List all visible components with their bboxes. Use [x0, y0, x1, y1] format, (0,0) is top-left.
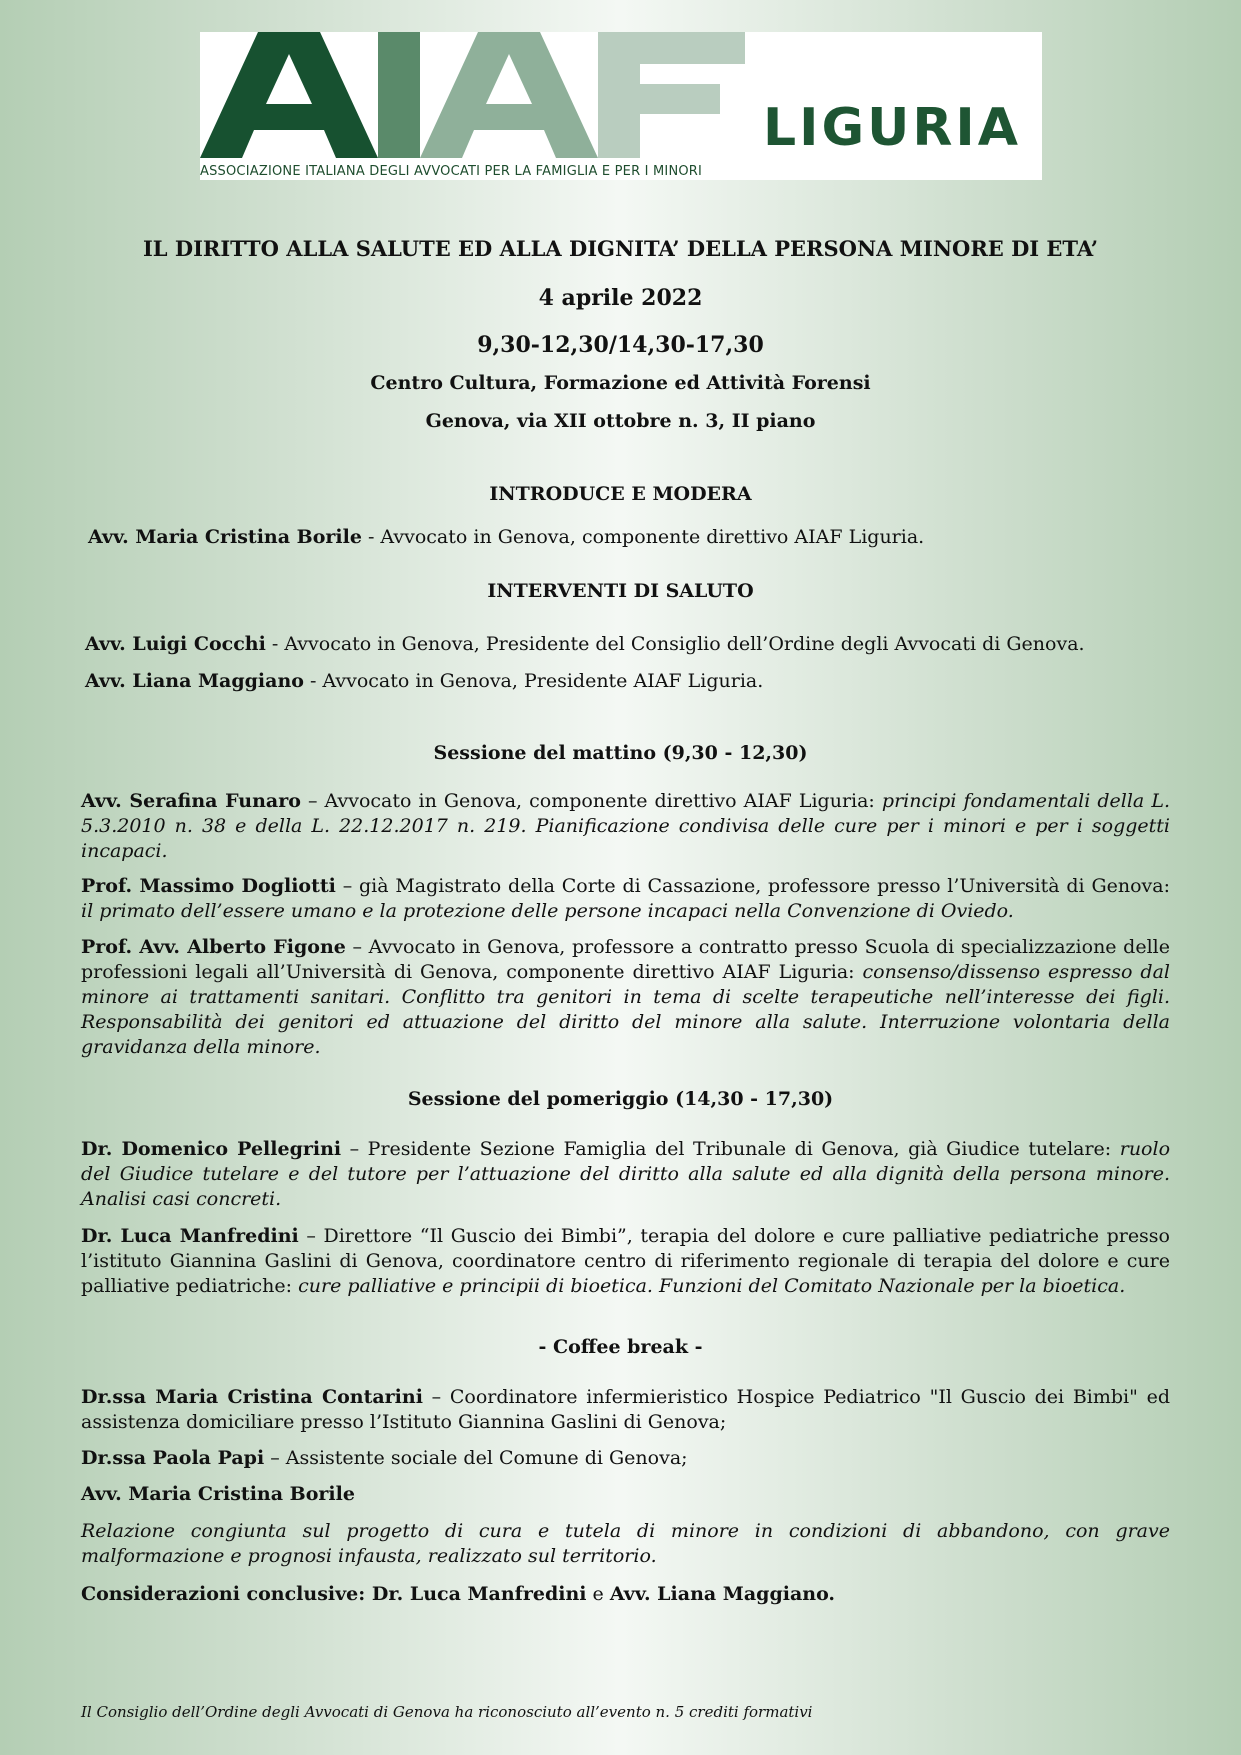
joint-report — [81, 1519, 1170, 1569]
logo-region: LIGURIA — [763, 98, 1022, 158]
speaker-name: Avv. Maria Cristina Borile — [88, 526, 362, 548]
speaker-name: Prof. Avv. Alberto Figone — [81, 936, 346, 958]
morning-talk — [81, 789, 1170, 864]
speaker-role: – Presidente Sezione Famiglia del Tribunale di Genova, già Giudice tutelare: — [341, 1138, 1120, 1160]
afternoon-talk — [81, 1446, 1170, 1471]
saluto-speaker — [85, 669, 763, 694]
speaker-name: Avv. Serafina Funaro — [81, 790, 301, 812]
speaker-role: - Avvocato in Genova, componente direttivo AIAF Liguria. — [361, 526, 925, 548]
event-time: 9,30-12,30/14,30-17,30 — [477, 332, 764, 358]
morning-talk — [81, 935, 1170, 1060]
speaker-name: Dr. Luca Manfredini — [81, 1225, 299, 1247]
talk-topic: ruolo del Giudice tutelare e del tutore per l’attuazione del diritto alla salute ed alla dignità della persona minore. Analisi casi concreti. — [81, 1138, 1171, 1210]
speaker-role: – Assistente sociale del Comune di Genova; — [264, 1447, 688, 1469]
closing-name: Avv. Liana Maggiano. — [609, 1583, 836, 1605]
speaker-name: Avv. Liana Maggiano — [85, 670, 304, 692]
saluto-speaker — [85, 632, 1085, 657]
speaker-name: Dr.ssa Paola Papi — [81, 1447, 265, 1469]
speaker-role: – Direttore “Il Guscio dei Bimbi”, terapia del dolore e cure palliative pediatriche presso l’istituto Giannina Gaslini di Genova, coordinatore centro di riferimento regionale di terapia del dolore e cure palliative pediatriche: — [81, 1225, 1170, 1297]
coffee-break: - Coffee break - — [538, 1336, 703, 1358]
morning-heading: Sessione del mattino (9,30 - 12,30) — [433, 742, 808, 764]
speaker-name: Avv. Maria Cristina Borile — [81, 1483, 355, 1505]
talk-topic: consenso/dissenso espresso dal minore ai trattamenti sanitari. Conflitto tra genitori in tema di scelte terapeutiche nell’interesse dei figli. Responsabilità dei genitori ed attuazione del diritto del minore alla salute. Interruzione volontaria della gravidanza della minore. — [81, 961, 1170, 1058]
afternoon-talk — [81, 1137, 1170, 1212]
speaker-role: – Coordinatore infermieristico Hospice Pediatrico "Il Guscio dei Bimbi" ed assistenza domiciliare presso l’Istituto Giannina Gaslini di Genova; — [81, 1386, 1170, 1433]
logo-subtitle: ASSOCIAZIONE ITALIANA DEGLI AVVOCATI PER LA FAMIGLIA E PER I MINORI — [200, 164, 703, 179]
aiaf-logo — [200, 32, 1042, 180]
closing-remarks — [81, 1582, 1170, 1607]
talk-topic: il primato dell’essere umano e la protezione delle persone incapaci nella Convenzione di Oviedo. — [81, 900, 1014, 922]
afternoon-talk — [81, 1224, 1170, 1299]
aiaf-letters-graphic — [200, 32, 760, 167]
speaker-role: - Avvocato in Genova, Presidente AIAF Liguria. — [303, 670, 764, 692]
speaker-name: Dr. Domenico Pellegrini — [81, 1138, 342, 1160]
afternoon-talk — [81, 1482, 1170, 1507]
afternoon-talk — [81, 1385, 1170, 1435]
speaker-role: – Avvocato in Genova, professore a contratto presso Scuola di specializzazione delle professioni legali all’Università di Genova, componente direttivo AIAF Liguria: — [81, 936, 1170, 983]
saluto-heading: INTERVENTI DI SALUTO — [487, 580, 754, 602]
closing-label: Considerazioni conclusive: Dr. Luca Manfredini — [81, 1583, 587, 1605]
speaker-name: Prof. Massimo Dogliotti — [81, 875, 336, 897]
introduce-speaker — [88, 525, 924, 550]
introduce-heading: INTRODUCE E MODERA — [489, 483, 752, 505]
closing-conj: e — [586, 1583, 610, 1605]
afternoon-heading: Sessione del pomeriggio (14,30 - 17,30) — [407, 1088, 834, 1110]
speaker-role: - Avvocato in Genova, Presidente del Consiglio dell’Ordine degli Avvocati di Genova. — [265, 633, 1085, 655]
event-address: Genova, via XII ottobre n. 3, II piano — [425, 410, 816, 432]
event-date: 4 aprile 2022 — [538, 285, 703, 311]
talk-topic: cure palliative e principii di bioetica. Funzioni del Comitato Nazionale per la bioetica. — [298, 1275, 1126, 1297]
talk-topic: principi fondamentali della L. 5.3.2010 n. 38 e della L. 22.12.2017 n. 219. Pianificazione condivisa delle cure per i minori e per i soggetti incapaci. — [81, 790, 1170, 862]
footer-credits: Il Consiglio dell’Ordine degli Avvocati di Genova ha riconosciuto all’evento n. 5 crediti formativi — [81, 1703, 813, 1721]
speaker-name: Avv. Luigi Cocchi — [85, 633, 266, 655]
speaker-name: Dr.ssa Maria Cristina Contarini — [81, 1386, 423, 1408]
talk-topic: Relazione congiunta sul progetto di cura e tutela di minore in condizioni di abbandono, con grave malformazione e prognosi infausta, realizzato sul territorio. — [81, 1520, 1170, 1567]
speaker-role: – già Magistrato della Corte di Cassazione, professore presso l’Università di Genova: — [335, 875, 1170, 897]
speaker-role: – Avvocato in Genova, componente direttivo AIAF Liguria: — [300, 790, 882, 812]
event-venue: Centro Cultura, Formazione ed Attività Forensi — [370, 372, 871, 394]
event-title: IL DIRITTO ALLA SALUTE ED ALLA DIGNITA’ DELLA PERSONA MINORE DI ETA’ — [142, 236, 1099, 261]
morning-talk — [81, 874, 1170, 924]
